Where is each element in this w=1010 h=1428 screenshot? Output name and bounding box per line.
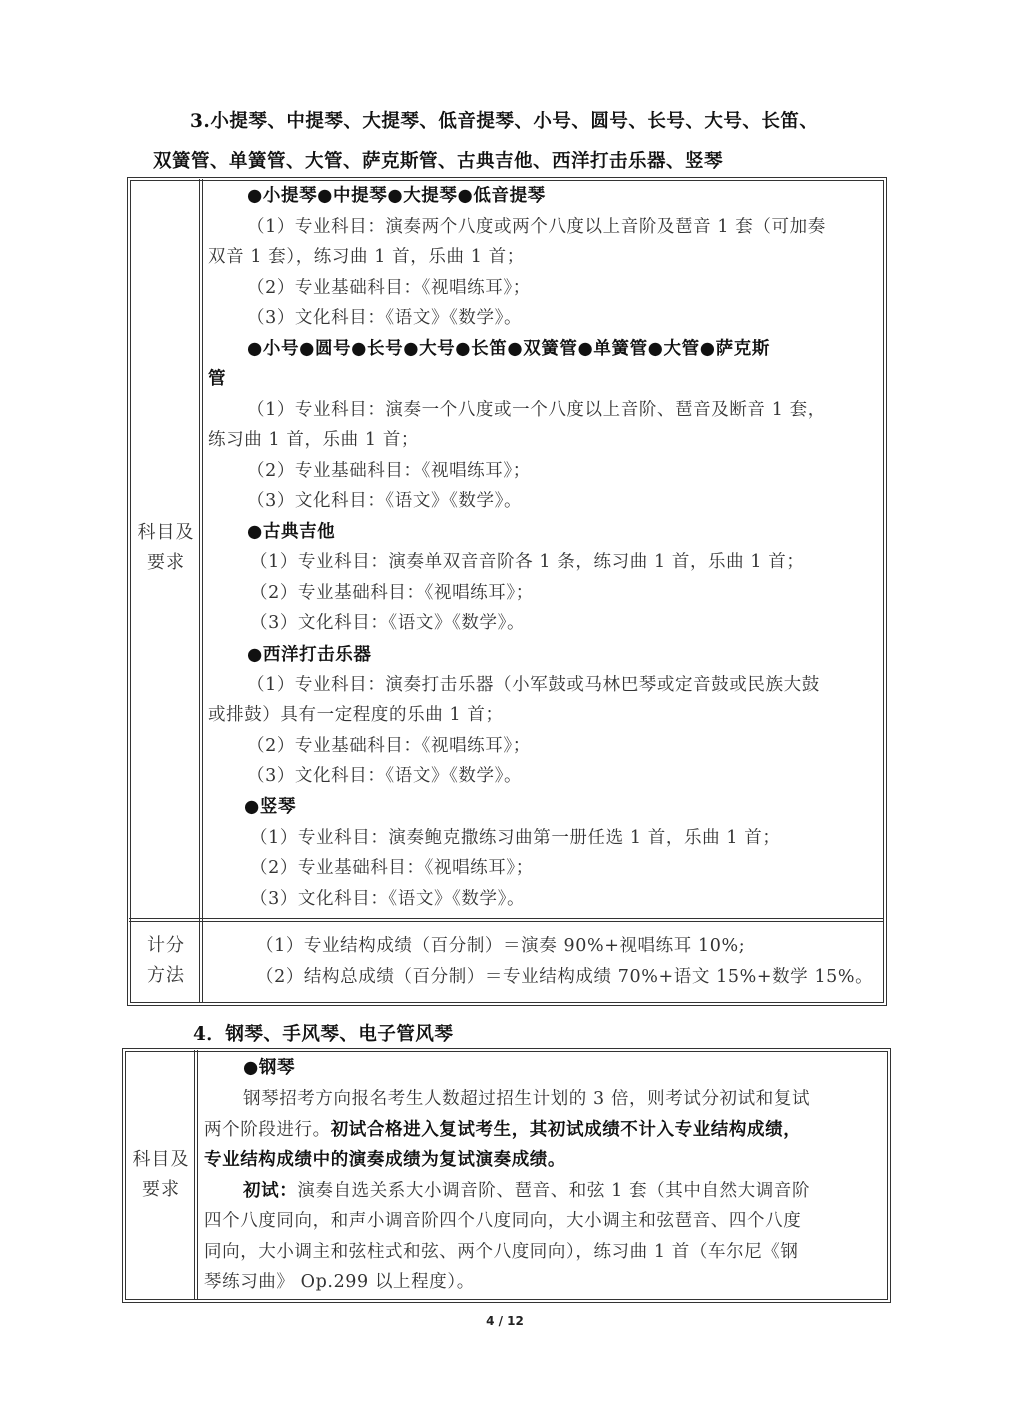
scoring-line: （2）结构总成绩（百分制）＝专业结构成绩 70%+语文 15%+数学 15%。 (256, 967, 874, 987)
list-item: （2）专业基础科目：《视唱练耳》； (247, 461, 531, 481)
list-item: ●小提琴●中提琴●大提琴●低音提琴 (247, 186, 546, 206)
list-item: 双音 1 套），练习曲 1 首，乐曲 1 首； (208, 247, 525, 267)
section-3-heading-line2: 双簧管、单簧管、大管、萨克斯管、古典吉他、西洋打击乐器、竖琴 (153, 151, 724, 172)
piano-line: 四个八度同向，和声小调音阶四个八度同向，大小调主和弦琶音、四个八度 (204, 1211, 802, 1231)
scoring-line: （1）专业结构成绩（百分制）＝演奏 90%+视唱练耳 10%; (256, 936, 746, 956)
piano-line: 钢琴招考方向报名考生人数超过招生计划的 3 倍，则考试分初试和复试 (243, 1089, 811, 1109)
list-item: （2）专业基础科目：《视唱练耳》； (247, 278, 531, 298)
list-item: ●小号●圆号●长号●大号●长笛●双簧管●单簧管●大管●萨克斯 (247, 339, 770, 359)
list-item: （3）文化科目：《语文》《数学》。 (247, 766, 523, 786)
table-divider (199, 179, 203, 1002)
list-item: （2）专业基础科目：《视唱练耳》； (250, 583, 534, 603)
piano-line-plain: 演奏自选关系大小调音阶、琶音、和弦 1 套（其中自然大调音阶 (297, 1181, 811, 1201)
list-item: （1）专业科目：演奏一个八度或一个八度以上音阶、琶音及断音 1 套， (247, 400, 826, 420)
list-item: （3）文化科目：《语文》《数学》。 (247, 308, 523, 328)
list-item: ●西洋打击乐器 (247, 645, 372, 665)
piano-line (204, 1115, 801, 1145)
table-divider (129, 918, 883, 922)
piano-line (243, 1176, 810, 1206)
list-item: ●竖琴 (244, 797, 297, 817)
list-item: （1）专业科目：演奏两个八度或两个八度以上音阶及琶音 1 套（可加奏 (247, 217, 826, 237)
list-item: （3）文化科目：《语文》《数学》。 (250, 613, 526, 633)
piano-line: 专业结构成绩中的演奏成绩为复试演奏成绩。 (204, 1150, 566, 1170)
scoring-method-label: 计分 方法 (147, 935, 185, 986)
list-item: （3）文化科目：《语文》《数学》。 (250, 889, 526, 909)
preliminary-label: 初试： (243, 1181, 298, 1201)
list-item: 或排鼓）具有一定程度的乐曲 1 首； (208, 705, 504, 725)
page-number: 4 / 12 (486, 1314, 524, 1328)
piano-line: 琴练习曲》 Op.299 以上程度）。 (204, 1272, 475, 1292)
list-item: 练习曲 1 首，乐曲 1 首； (208, 430, 420, 450)
piano-line: 同向，大小调主和弦柱式和弦、两个八度同向），练习曲 1 首（车尔尼《钢 (204, 1242, 799, 1262)
subjects-requirements-label: 科目及 要求 (132, 1149, 190, 1200)
list-item: ●古典吉他 (247, 522, 336, 542)
list-item: 管 (208, 369, 227, 389)
section-4-heading: 4．钢琴、手风琴、电子管风琴 (193, 1024, 454, 1045)
list-item: （1）专业科目：演奏单双音音阶各 1 条，练习曲 1 首，乐曲 1 首； (250, 552, 805, 572)
list-item: （2）专业基础科目：《视唱练耳》； (247, 736, 531, 756)
list-item: （1）专业科目：演奏鲍克撒练习曲第一册任选 1 首，乐曲 1 首； (250, 828, 781, 848)
section-3-heading-line1: 3.小提琴、中提琴、大提琴、低音提琴、小号、圆号、长号、大号、长笛、 (190, 111, 819, 132)
list-item: （3）文化科目：《语文》《数学》。 (247, 491, 523, 511)
piano-line-plain: 两个阶段进行。 (204, 1120, 331, 1140)
piano-title: ●钢琴 (243, 1058, 296, 1078)
list-item: （1）专业科目：演奏打击乐器（小军鼓或马林巴琴或定音鼓或民族大鼓 (247, 675, 820, 695)
subjects-requirements-label: 科目及 要求 (137, 522, 195, 573)
piano-line-bold: 初试合格进入复试考生，其初试成绩不计入专业结构成绩， (330, 1120, 802, 1140)
list-item: （2）专业基础科目：《视唱练耳》； (250, 858, 534, 878)
